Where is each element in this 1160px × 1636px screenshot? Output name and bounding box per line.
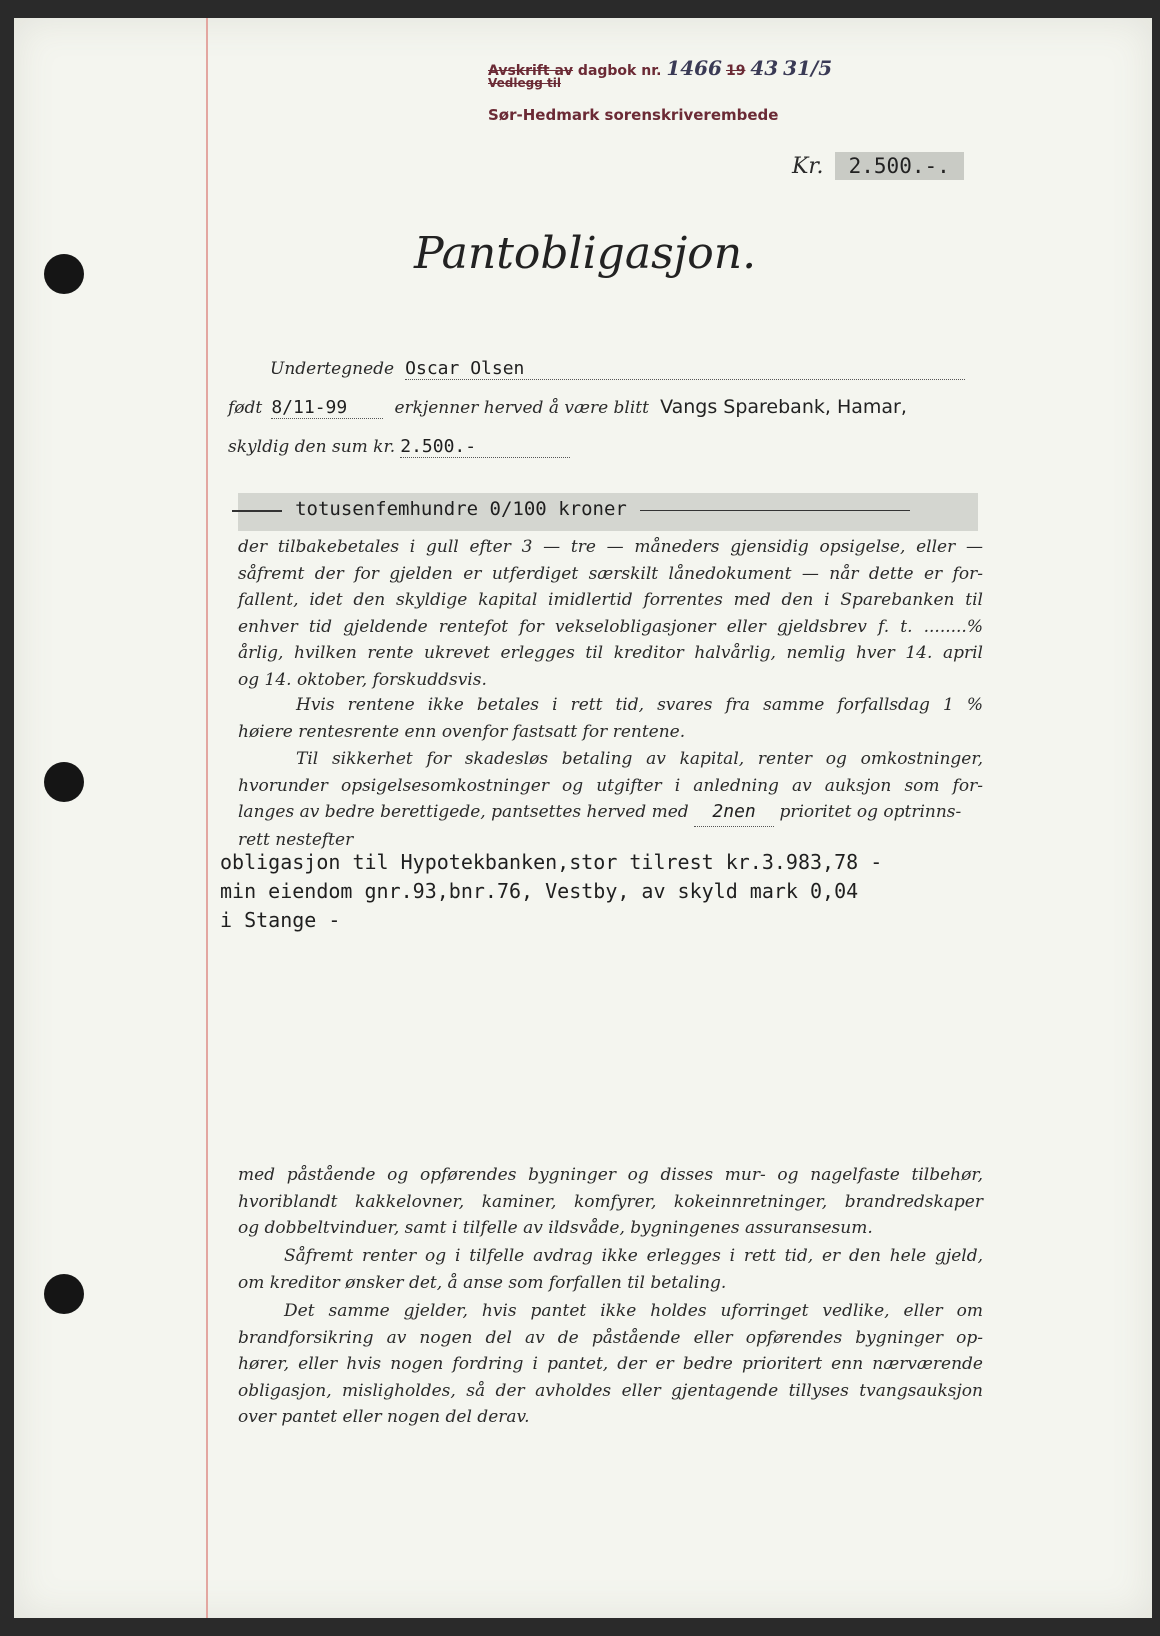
terms-paragraph bbox=[238, 534, 983, 693]
amount-words-row bbox=[232, 498, 972, 520]
same-applies-paragraph bbox=[238, 1298, 983, 1431]
stamp-dagbok-label: dagbok nr. bbox=[577, 63, 662, 79]
document-title: Pantobligasjon. bbox=[414, 228, 757, 279]
security-line-part: prioritet og optrinns- bbox=[779, 802, 962, 822]
stamp-year: 43 bbox=[750, 56, 779, 80]
punch-hole bbox=[44, 254, 84, 294]
buildings-paragraph bbox=[238, 1162, 983, 1242]
amount-box bbox=[792, 154, 964, 179]
undersigned-name: Oscar Olsen bbox=[405, 358, 525, 379]
punch-hole bbox=[44, 762, 84, 802]
terms-line: enhver tid gjeldende rentefot for vekselobligasjoner eller gjeldsbrev f. t. ........% bbox=[238, 616, 983, 637]
stamp-avskrift: Avskrift av bbox=[488, 63, 574, 79]
priority-value: 2nen bbox=[712, 801, 756, 822]
owe-row bbox=[228, 436, 570, 458]
terms-line: fallent, idet den skyldige kapital imidlertid forrentes med den i Sparebanken til bbox=[238, 590, 983, 610]
amount-in-words: totusenfemhundre 0/100 kroner bbox=[295, 498, 627, 520]
terms-line: og 14. oktober, forskuddsvis. bbox=[238, 669, 487, 690]
same-line: brandforsikring av nogen del av de påstående eller opførendes bygninger op- bbox=[238, 1327, 983, 1348]
dash-right bbox=[640, 510, 910, 511]
dagbok-number: 1466 bbox=[666, 56, 722, 80]
owe-label: skyldig den sum kr. bbox=[228, 437, 396, 457]
buildings-line: og dobbeltvinduer, samt i tilfelle av ildsvåde, bygningenes assuransesum. bbox=[238, 1218, 873, 1238]
same-line: obligasjon, misligholdes, så der avholdes eller gjentagende tillyses tvangsauksjon bbox=[238, 1380, 983, 1401]
security-line: rett nestefter bbox=[238, 829, 354, 850]
stamp-vedlegg: Vedlegg til bbox=[488, 76, 561, 90]
typed-line: i Stange - bbox=[220, 908, 341, 932]
amount-box-label: Kr. bbox=[792, 154, 824, 179]
security-line: Til sikkerhet for skadesløs betaling av kapital, renter og omkostninger, bbox=[296, 749, 983, 769]
same-line: Det samme gjelder, hvis pantet ikke holdes uforringet vedlike, eller om bbox=[284, 1301, 983, 1321]
security-line: hvorunder opsigelsesomkostninger og utgifter i anledning av auksjon som for- bbox=[238, 775, 983, 796]
default-line: Såfremt renter og i tilfelle avdrag ikke erlegges i rett tid, er den hele gjeld, bbox=[284, 1246, 983, 1266]
default-paragraph bbox=[238, 1243, 983, 1296]
same-line: over pantet eller nogen del derav. bbox=[238, 1407, 530, 1427]
margin-line bbox=[206, 18, 208, 1618]
stamp-office: Sør-Hedmark sorenskriverembede bbox=[488, 106, 779, 124]
amount-box-value: 2.500.-. bbox=[835, 152, 964, 180]
interest-paragraph bbox=[238, 692, 983, 745]
stamp-date: 31/5 bbox=[783, 56, 833, 80]
document-page bbox=[14, 18, 1152, 1618]
property-description bbox=[220, 848, 882, 935]
default-line: om kreditor ønsker det, å anse som forfallen til betaling. bbox=[238, 1272, 727, 1293]
born-row bbox=[228, 396, 907, 419]
punch-hole bbox=[44, 1274, 84, 1314]
priority-field bbox=[694, 799, 774, 827]
born-label: født bbox=[228, 398, 263, 418]
undersigned-field bbox=[405, 358, 965, 380]
dash-left bbox=[232, 510, 282, 512]
stamp-year-prefix: 19 bbox=[725, 63, 746, 79]
buildings-line: med påstående og opførendes bygninger og disses mur- og nagelfaste tilbehør, bbox=[238, 1165, 983, 1185]
buildings-line: hvoriblandt kakkelovner, kaminer, komfyrer, kokeinnretninger, brandredskaper bbox=[238, 1191, 983, 1212]
born-date: 8/11-99 bbox=[271, 397, 383, 419]
security-line-priority bbox=[238, 799, 983, 827]
acknowledge-text: erkjenner herved å være blitt bbox=[394, 398, 649, 418]
interest-line: Hvis rentene ikke betales i rett tid, svares fra samme forfallsdag 1 % bbox=[296, 695, 983, 715]
owe-amount: 2.500.- bbox=[400, 436, 570, 458]
undersigned-label: Undertegnede bbox=[270, 359, 395, 379]
typed-line: min eiendom gnr.93,bnr.76, Vestby, av skyld mark 0,04 bbox=[220, 879, 859, 903]
bank-name: Vangs Sparebank, Hamar, bbox=[660, 396, 907, 418]
security-line-part: langes av bedre berettigede, pantsettes herved med bbox=[238, 802, 689, 822]
same-line: hører, eller hvis nogen fordring i pantet, der er bedre prioritert enn nærværende bbox=[238, 1354, 983, 1374]
interest-line: høiere rentesrente enn ovenfor fastsatt for rentene. bbox=[238, 721, 686, 742]
terms-line: der tilbakebetales i gull efter 3 — tre — måneders gjensidig opsigelse, eller — bbox=[238, 537, 983, 557]
security-paragraph bbox=[238, 746, 983, 853]
undersigned-row bbox=[270, 358, 980, 380]
typed-line: obligasjon til Hypotekbanken,stor tilrest kr.3.983,78 - bbox=[220, 850, 883, 874]
terms-line: såfremt der for gjelden er utferdiget særskilt lånedokument — når dette er for- bbox=[238, 563, 983, 584]
terms-line: årlig, hvilken rente ukrevet erlegges til kreditor halvårlig, nemlig hver 14. april bbox=[238, 643, 983, 663]
